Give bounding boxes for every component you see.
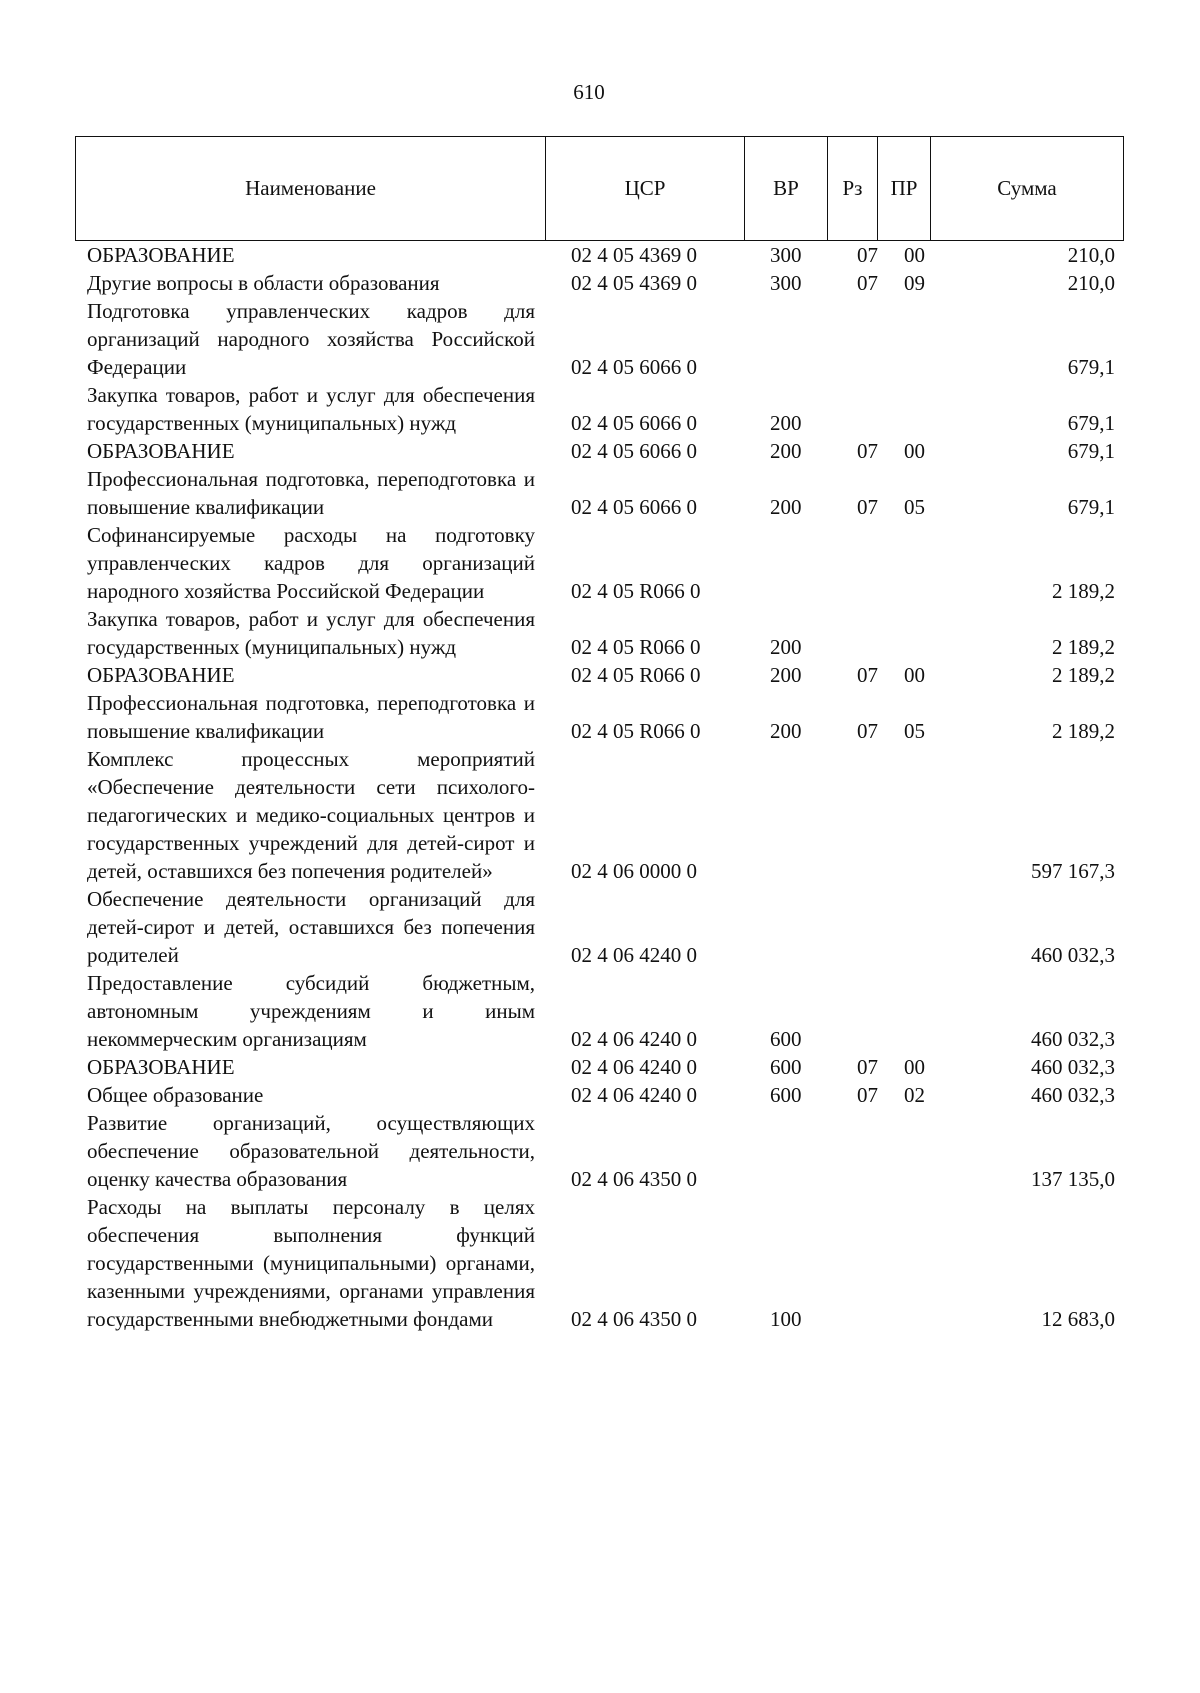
- table-row: [87, 969, 1127, 1053]
- row-vr: 300: [770, 243, 802, 267]
- row-csr: 02 4 05 4369 0: [571, 243, 697, 267]
- table-row: [87, 241, 1127, 269]
- row-rz: 07: [857, 663, 878, 687]
- row-sum: 460 032,3: [1031, 943, 1115, 967]
- row-rz: 07: [857, 243, 878, 267]
- row-name: Развитие организаций, осуществляющих обеспечение образовательной деятельности, оценку качества образования: [87, 1111, 535, 1191]
- row-sum: 460 032,3: [1031, 1055, 1115, 1079]
- row-sum: 460 032,3: [1031, 1027, 1115, 1051]
- table-header: [75, 136, 1124, 241]
- row-name: ОБРАЗОВАНИЕ: [87, 663, 235, 687]
- row-name: ОБРАЗОВАНИЕ: [87, 1055, 235, 1079]
- table-row: [87, 269, 1127, 297]
- page-number: 610: [573, 80, 605, 104]
- row-sum: 2 189,2: [1052, 663, 1115, 687]
- row-csr: 02 4 06 4350 0: [571, 1167, 697, 1191]
- row-name: Профессиональная подготовка, переподготовка и повышение квалификации: [87, 467, 535, 519]
- row-csr: 02 4 05 6066 0: [571, 495, 697, 519]
- table-body: [87, 241, 1127, 1333]
- row-name: Комплекс процессных мероприятий «Обеспечение деятельности сети психолого-педагогических и медико-социальных центров и государственных учреждений для детей-сирот и детей, оставшихся без попечения родителей»: [87, 747, 535, 883]
- row-name: Профессиональная подготовка, переподготовка и повышение квалификации: [87, 691, 535, 743]
- table-row: [87, 297, 1127, 381]
- row-csr: 02 4 05 R066 0: [571, 663, 701, 687]
- table-row: [87, 689, 1127, 745]
- row-sum: 210,0: [1067, 271, 1115, 295]
- row-name: ОБРАЗОВАНИЕ: [87, 439, 235, 463]
- row-name: Общее образование: [87, 1083, 264, 1107]
- row-csr: 02 4 05 4369 0: [571, 271, 697, 295]
- row-vr: 100: [770, 1307, 802, 1331]
- row-vr: 600: [770, 1027, 802, 1051]
- row-vr: 600: [770, 1083, 802, 1107]
- row-csr: 02 4 06 4240 0: [571, 1083, 697, 1107]
- table-row: [87, 521, 1127, 605]
- row-rz: 07: [857, 439, 878, 463]
- row-sum: 679,1: [1067, 495, 1115, 519]
- row-sum: 679,1: [1067, 439, 1115, 463]
- row-vr: 600: [770, 1055, 802, 1079]
- row-vr: 200: [770, 635, 802, 659]
- table-row: [87, 437, 1127, 465]
- row-csr: 02 4 05 6066 0: [571, 355, 697, 379]
- row-rz: 07: [857, 271, 878, 295]
- row-pr: 09: [904, 271, 925, 295]
- row-csr: 02 4 05 R066 0: [571, 635, 701, 659]
- row-rz: 07: [857, 495, 878, 519]
- table-row: [87, 465, 1127, 521]
- row-name: Софинансируемые расходы на подготовку управленческих кадров для организаций народного хозяйства Российской Федерации: [87, 523, 535, 603]
- column-header-csr: ЦСР: [546, 137, 745, 240]
- row-csr: 02 4 05 R066 0: [571, 719, 701, 743]
- row-csr: 02 4 06 4350 0: [571, 1307, 697, 1331]
- row-csr: 02 4 06 4240 0: [571, 943, 697, 967]
- row-sum: 597 167,3: [1031, 859, 1115, 883]
- row-vr: 200: [770, 411, 802, 435]
- row-name: Предоставление субсидий бюджетным, автономным учреждениям и иным некоммерческим организациям: [87, 971, 535, 1051]
- row-pr: 02: [904, 1083, 925, 1107]
- table-row: [87, 1109, 1127, 1193]
- table-row: [87, 381, 1127, 437]
- row-csr: 02 4 06 4240 0: [571, 1027, 697, 1051]
- row-name: Закупка товаров, работ и услуг для обеспечения государственных (муниципальных) нужд: [87, 607, 535, 659]
- column-header-name: Наименование: [76, 137, 546, 240]
- table-row: [87, 1193, 1127, 1333]
- column-header-sum: Сумма: [997, 176, 1057, 200]
- table-row: [87, 605, 1127, 661]
- table-row: [87, 1081, 1127, 1109]
- column-header-rz: Рз: [828, 137, 878, 240]
- row-name: Подготовка управленческих кадров для организаций народного хозяйства Российской Федерации: [87, 299, 535, 379]
- row-sum: 679,1: [1067, 355, 1115, 379]
- table-row: [87, 885, 1127, 969]
- row-vr: 300: [770, 271, 802, 295]
- row-vr: 200: [770, 439, 802, 463]
- table-row: [87, 745, 1127, 885]
- row-sum: 679,1: [1067, 411, 1115, 435]
- row-name: Обеспечение деятельности организаций для детей-сирот и детей, оставшихся без попечения родителей: [87, 887, 535, 967]
- row-sum: 2 189,2: [1052, 719, 1115, 743]
- row-csr: 02 4 05 R066 0: [571, 579, 701, 603]
- row-vr: 200: [770, 663, 802, 687]
- column-header-vr: ВР: [745, 137, 828, 240]
- table-row: [87, 661, 1127, 689]
- row-rz: 07: [857, 719, 878, 743]
- row-pr: 05: [904, 719, 925, 743]
- row-name: ОБРАЗОВАНИЕ: [87, 243, 235, 267]
- row-sum: 2 189,2: [1052, 579, 1115, 603]
- row-name: Другие вопросы в области образования: [87, 271, 440, 295]
- row-name: Расходы на выплаты персоналу в целях обеспечения выполнения функций государственными (муниципальными) органами, казенными учреждениями, органами управления государственными внебюджетными фондами: [87, 1195, 535, 1331]
- row-pr: 00: [904, 1055, 925, 1079]
- row-name: Закупка товаров, работ и услуг для обеспечения государственных (муниципальных) нужд: [87, 383, 535, 435]
- row-pr: 00: [904, 439, 925, 463]
- row-vr: 200: [770, 719, 802, 743]
- row-csr: 02 4 05 6066 0: [571, 439, 697, 463]
- row-csr: 02 4 06 0000 0: [571, 859, 697, 883]
- row-csr: 02 4 06 4240 0: [571, 1055, 697, 1079]
- row-sum: 460 032,3: [1031, 1083, 1115, 1107]
- row-csr: 02 4 05 6066 0: [571, 411, 697, 435]
- row-sum: 2 189,2: [1052, 635, 1115, 659]
- row-pr: 00: [904, 243, 925, 267]
- row-sum: 12 683,0: [1041, 1307, 1115, 1331]
- row-rz: 07: [857, 1055, 878, 1079]
- table-row: [87, 1053, 1127, 1081]
- row-pr: 05: [904, 495, 925, 519]
- row-sum: 137 135,0: [1031, 1167, 1115, 1191]
- row-rz: 07: [857, 1083, 878, 1107]
- column-header-pr: ПР: [878, 137, 931, 240]
- row-vr: 200: [770, 495, 802, 519]
- row-pr: 00: [904, 663, 925, 687]
- row-sum: 210,0: [1067, 243, 1115, 267]
